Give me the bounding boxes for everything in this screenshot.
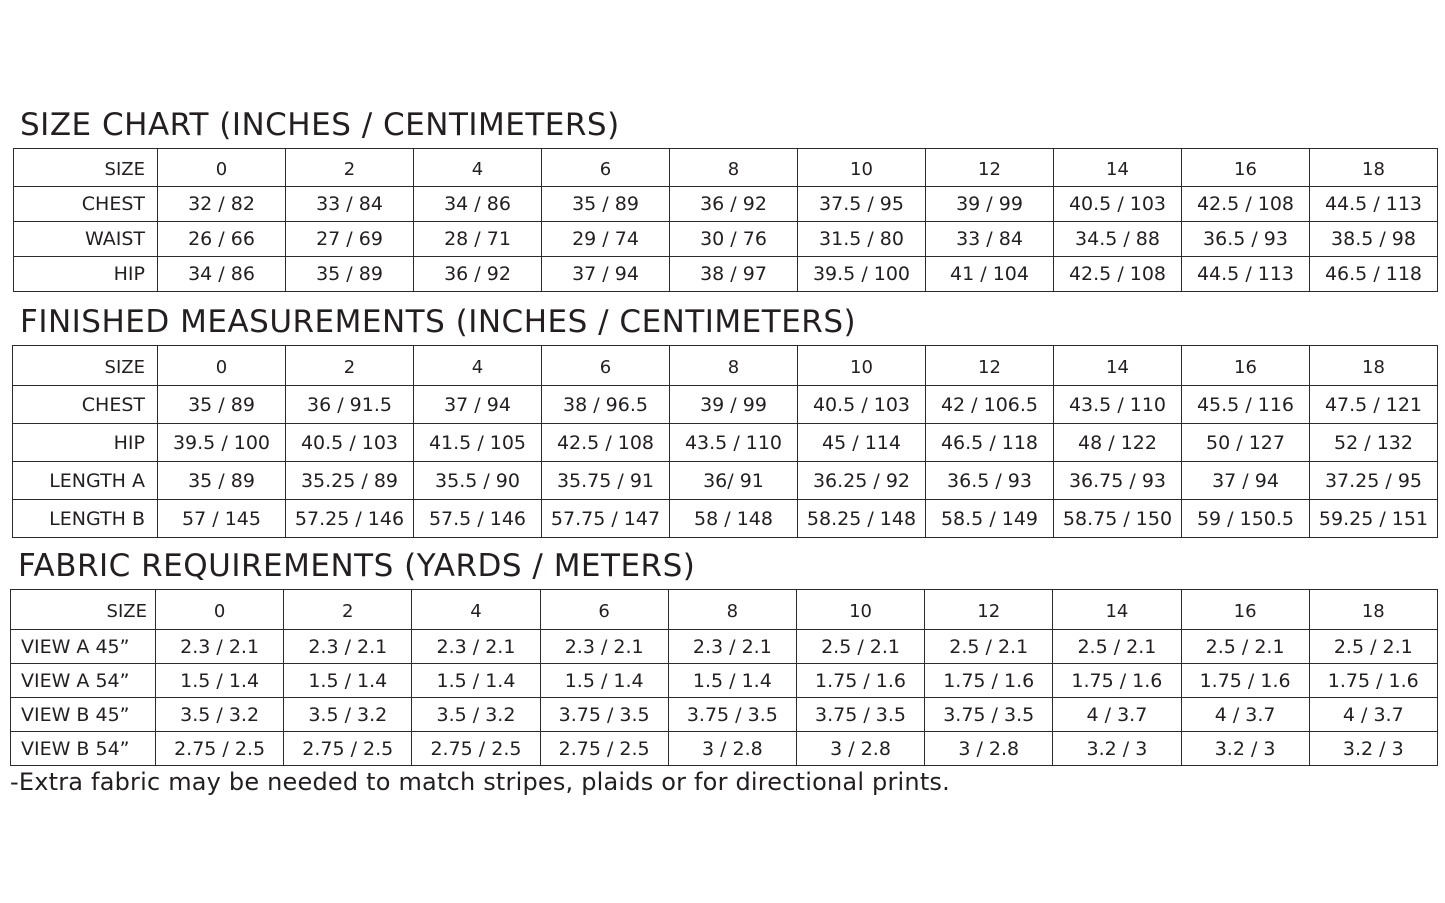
- row-label: LENGTH A: [13, 462, 158, 500]
- table-cell: 2.3 / 2.1: [412, 630, 540, 664]
- table-cell: 35.25 / 89: [286, 462, 414, 500]
- table-cell: 33 / 84: [286, 187, 414, 222]
- row-label: LENGTH B: [13, 500, 158, 538]
- table-cell: 39.5 / 100: [798, 257, 926, 292]
- table-cell: 39.5 / 100: [158, 424, 286, 462]
- table-cell: 50 / 127: [1182, 424, 1310, 462]
- table-cell: 35.75 / 91: [542, 462, 670, 500]
- table-cell: 48 / 122: [1054, 424, 1182, 462]
- table-cell: 2.3 / 2.1: [156, 630, 284, 664]
- finished-measurements-table: [12, 345, 1438, 538]
- table-cell: 2.5 / 2.1: [1309, 630, 1437, 664]
- size-header-row: [11, 590, 1438, 630]
- size-header-cell: 0: [156, 590, 284, 630]
- finished-measurements-title: FINISHED MEASUREMENTS (INCHES / CENTIMETERS): [20, 304, 857, 340]
- size-header-cell: 8: [670, 149, 798, 187]
- table-cell: 36 / 92: [670, 187, 798, 222]
- table-row: [14, 222, 1438, 257]
- table-cell: 2.75 / 2.5: [412, 732, 540, 766]
- table-cell: 1.75 / 1.6: [925, 664, 1053, 698]
- row-label: VIEW B 54”: [11, 732, 156, 766]
- table-cell: 29 / 74: [542, 222, 670, 257]
- row-label: VIEW A 45”: [11, 630, 156, 664]
- table-cell: 3.75 / 3.5: [925, 698, 1053, 732]
- size-header-label: SIZE: [13, 346, 158, 386]
- table-cell: 38 / 96.5: [542, 386, 670, 424]
- fabric-requirements-table: [10, 589, 1438, 766]
- fabric-note: -Extra fabric may be needed to match stripes, plaids or for directional prints.: [10, 768, 950, 796]
- size-header-cell: 16: [1182, 149, 1310, 187]
- size-header-cell: 2: [284, 590, 412, 630]
- size-header-cell: 6: [542, 149, 670, 187]
- table-cell: 57.5 / 146: [414, 500, 542, 538]
- table-row: [13, 462, 1438, 500]
- table-cell: 58.25 / 148: [798, 500, 926, 538]
- table-cell: 1.75 / 1.6: [1053, 664, 1181, 698]
- size-header-cell: 10: [796, 590, 924, 630]
- table-cell: 57 / 145: [158, 500, 286, 538]
- table-cell: 36 / 92: [414, 257, 542, 292]
- size-header-cell: 16: [1181, 590, 1309, 630]
- table-row: [11, 698, 1438, 732]
- table-cell: 3 / 2.8: [925, 732, 1053, 766]
- table-cell: 35.5 / 90: [414, 462, 542, 500]
- table-cell: 1.5 / 1.4: [540, 664, 668, 698]
- table-cell: 2.75 / 2.5: [156, 732, 284, 766]
- size-header-label: SIZE: [11, 590, 156, 630]
- fabric-requirements-title: FABRIC REQUIREMENTS (YARDS / METERS): [18, 548, 696, 584]
- size-header-cell: 6: [542, 346, 670, 386]
- table-cell: 32 / 82: [158, 187, 286, 222]
- table-cell: 35 / 89: [158, 462, 286, 500]
- table-cell: 42.5 / 108: [542, 424, 670, 462]
- table-row: [13, 500, 1438, 538]
- size-header-row: [14, 149, 1438, 187]
- table-cell: 3 / 2.8: [796, 732, 924, 766]
- table-cell: 42.5 / 108: [1054, 257, 1182, 292]
- table-cell: 27 / 69: [286, 222, 414, 257]
- table-cell: 42 / 106.5: [926, 386, 1054, 424]
- size-header-cell: 10: [798, 346, 926, 386]
- table-cell: 57.75 / 147: [542, 500, 670, 538]
- size-header-cell: 14: [1054, 149, 1182, 187]
- table-cell: 43.5 / 110: [670, 424, 798, 462]
- table-cell: 3.5 / 3.2: [284, 698, 412, 732]
- table-cell: 35 / 89: [286, 257, 414, 292]
- row-label: HIP: [13, 424, 158, 462]
- table-cell: 36.5 / 93: [1182, 222, 1310, 257]
- table-cell: 58.5 / 149: [926, 500, 1054, 538]
- table-cell: 58 / 148: [670, 500, 798, 538]
- table-cell: 1.5 / 1.4: [668, 664, 796, 698]
- size-header-cell: 18: [1310, 149, 1438, 187]
- table-cell: 34 / 86: [414, 187, 542, 222]
- table-cell: 34.5 / 88: [1054, 222, 1182, 257]
- table-cell: 34 / 86: [158, 257, 286, 292]
- size-header-cell: 18: [1309, 590, 1437, 630]
- size-header-cell: 14: [1053, 590, 1181, 630]
- table-cell: 1.75 / 1.6: [796, 664, 924, 698]
- size-header-cell: 2: [286, 346, 414, 386]
- table-cell: 2.5 / 2.1: [925, 630, 1053, 664]
- table-cell: 58.75 / 150: [1054, 500, 1182, 538]
- row-label: CHEST: [13, 386, 158, 424]
- table-cell: 4 / 3.7: [1053, 698, 1181, 732]
- table-cell: 4 / 3.7: [1309, 698, 1437, 732]
- size-header-cell: 14: [1054, 346, 1182, 386]
- size-header-label: SIZE: [14, 149, 158, 187]
- table-cell: 4 / 3.7: [1181, 698, 1309, 732]
- table-cell: 39 / 99: [926, 187, 1054, 222]
- table-row: [14, 257, 1438, 292]
- size-header-cell: 12: [925, 590, 1053, 630]
- size-header-cell: 2: [286, 149, 414, 187]
- table-cell: 52 / 132: [1310, 424, 1438, 462]
- table-cell: 2.5 / 2.1: [1053, 630, 1181, 664]
- table-cell: 45.5 / 116: [1182, 386, 1310, 424]
- table-row: [13, 386, 1438, 424]
- size-header-cell: 4: [414, 346, 542, 386]
- table-cell: 2.5 / 2.1: [1181, 630, 1309, 664]
- table-cell: 59.25 / 151: [1310, 500, 1438, 538]
- size-header-row: [13, 346, 1438, 386]
- table-cell: 36.75 / 93: [1054, 462, 1182, 500]
- size-chart-title: SIZE CHART (INCHES / CENTIMETERS): [20, 107, 620, 143]
- row-label: VIEW A 54”: [11, 664, 156, 698]
- table-cell: 3.75 / 3.5: [668, 698, 796, 732]
- size-header-cell: 12: [926, 346, 1054, 386]
- table-cell: 3.5 / 3.2: [412, 698, 540, 732]
- size-header-cell: 16: [1182, 346, 1310, 386]
- table-cell: 2.5 / 2.1: [796, 630, 924, 664]
- table-row: [14, 187, 1438, 222]
- table-cell: 47.5 / 121: [1310, 386, 1438, 424]
- size-header-cell: 0: [158, 346, 286, 386]
- row-label: WAIST: [14, 222, 158, 257]
- table-cell: 44.5 / 113: [1182, 257, 1310, 292]
- table-cell: 36.5 / 93: [926, 462, 1054, 500]
- table-cell: 40.5 / 103: [798, 386, 926, 424]
- size-header-cell: 8: [670, 346, 798, 386]
- table-cell: 2.3 / 2.1: [284, 630, 412, 664]
- table-cell: 35 / 89: [542, 187, 670, 222]
- table-cell: 37 / 94: [1182, 462, 1310, 500]
- table-row: [11, 664, 1438, 698]
- table-cell: 36 / 91.5: [286, 386, 414, 424]
- table-cell: 57.25 / 146: [286, 500, 414, 538]
- table-cell: 26 / 66: [158, 222, 286, 257]
- table-cell: 38.5 / 98: [1310, 222, 1438, 257]
- size-header-cell: 12: [926, 149, 1054, 187]
- table-cell: 33 / 84: [926, 222, 1054, 257]
- size-header-cell: 6: [540, 590, 668, 630]
- table-row: [11, 732, 1438, 766]
- table-cell: 46.5 / 118: [1310, 257, 1438, 292]
- size-chart-table: [13, 148, 1438, 292]
- table-cell: 2.3 / 2.1: [540, 630, 668, 664]
- table-cell: 43.5 / 110: [1054, 386, 1182, 424]
- table-cell: 35 / 89: [158, 386, 286, 424]
- table-cell: 1.5 / 1.4: [284, 664, 412, 698]
- table-cell: 38 / 97: [670, 257, 798, 292]
- table-cell: 37.5 / 95: [798, 187, 926, 222]
- table-cell: 2.3 / 2.1: [668, 630, 796, 664]
- row-label: HIP: [14, 257, 158, 292]
- table-cell: 46.5 / 118: [926, 424, 1054, 462]
- table-cell: 36/ 91: [670, 462, 798, 500]
- table-cell: 2.75 / 2.5: [284, 732, 412, 766]
- table-cell: 30 / 76: [670, 222, 798, 257]
- size-header-cell: 10: [798, 149, 926, 187]
- table-cell: 37 / 94: [414, 386, 542, 424]
- table-cell: 41.5 / 105: [414, 424, 542, 462]
- table-cell: 2.75 / 2.5: [540, 732, 668, 766]
- row-label: VIEW B 45”: [11, 698, 156, 732]
- table-cell: 40.5 / 103: [1054, 187, 1182, 222]
- table-cell: 1.75 / 1.6: [1309, 664, 1437, 698]
- size-header-cell: 4: [414, 149, 542, 187]
- table-cell: 31.5 / 80: [798, 222, 926, 257]
- table-cell: 44.5 / 113: [1310, 187, 1438, 222]
- table-cell: 42.5 / 108: [1182, 187, 1310, 222]
- size-header-cell: 0: [158, 149, 286, 187]
- table-cell: 41 / 104: [926, 257, 1054, 292]
- table-cell: 37 / 94: [542, 257, 670, 292]
- table-cell: 3.5 / 3.2: [156, 698, 284, 732]
- table-cell: 1.75 / 1.6: [1181, 664, 1309, 698]
- size-header-cell: 18: [1310, 346, 1438, 386]
- table-cell: 39 / 99: [670, 386, 798, 424]
- table-cell: 3.75 / 3.5: [796, 698, 924, 732]
- table-cell: 3.2 / 3: [1181, 732, 1309, 766]
- table-cell: 3.2 / 3: [1053, 732, 1181, 766]
- table-cell: 28 / 71: [414, 222, 542, 257]
- table-cell: 3.75 / 3.5: [540, 698, 668, 732]
- table-cell: 45 / 114: [798, 424, 926, 462]
- size-header-cell: 8: [668, 590, 796, 630]
- size-header-cell: 4: [412, 590, 540, 630]
- table-cell: 59 / 150.5: [1182, 500, 1310, 538]
- table-cell: 3.2 / 3: [1309, 732, 1437, 766]
- row-label: CHEST: [14, 187, 158, 222]
- table-row: [11, 630, 1438, 664]
- table-cell: 3 / 2.8: [668, 732, 796, 766]
- table-cell: 40.5 / 103: [286, 424, 414, 462]
- table-cell: 1.5 / 1.4: [412, 664, 540, 698]
- table-row: [13, 424, 1438, 462]
- table-cell: 37.25 / 95: [1310, 462, 1438, 500]
- table-cell: 1.5 / 1.4: [156, 664, 284, 698]
- table-cell: 36.25 / 92: [798, 462, 926, 500]
